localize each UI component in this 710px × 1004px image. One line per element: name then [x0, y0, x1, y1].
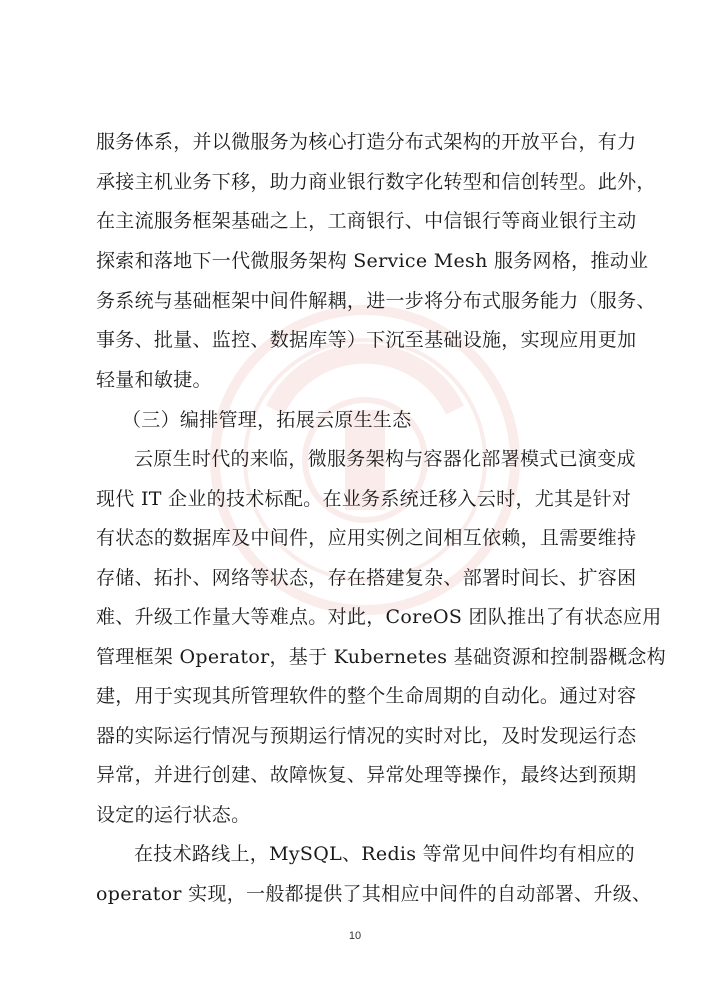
text-line: operator 实现，一般都提供了其相应中间件的自动部署、升级、 [96, 883, 652, 905]
text-line: 现代 IT 企业的技术标配。在业务系统迁移入云时，尤其是针对 [96, 488, 632, 510]
text-line: 异常，并进行创建、故障恢复、异常处理等操作，最终达到预期 [96, 764, 637, 786]
text-line: 管理框架 Operator，基于 Kubernetes 基础资源和控制器概念构 [96, 646, 666, 668]
text-line: 服务体系，并以微服务为核心打造分布式架构的开放平台，有力 [96, 131, 637, 153]
text-line: 有状态的数据库及中间件，应用实例之间相互依赖，且需要维持 [96, 527, 637, 549]
page-number: 10 [348, 930, 362, 942]
text-line: 事务、批量、监控、数据库等）下沉至基础设施，实现应用更加 [96, 329, 637, 351]
text-line: 务系统与基础框架中间件解耦，进一步将分布式服务能力（服务、 [96, 290, 656, 312]
section-heading: （三）编排管理，拓展云原生生态 [122, 409, 412, 431]
text-line: 承接主机业务下移，助力商业银行数字化转型和信创转型。此外， [96, 171, 656, 193]
text-line: 难、升级工作量大等难点。对此，CoreOS 团队推出了有状态应用 [96, 606, 662, 628]
text-line: 器的实际运行情况与预期运行情况的实时对比，及时发现运行态 [96, 725, 637, 747]
text-line: 探索和落地下一代微服务架构 Service Mesh 服务网格，推动业 [96, 250, 649, 272]
text-line: 设定的运行状态。 [96, 804, 251, 826]
text-line: 在主流服务框架基础之上，工商银行、中信银行等商业银行主动 [96, 210, 637, 232]
text-line: 轻量和敏捷。 [96, 369, 212, 391]
text-line: 存储、拓扑、网络等状态，存在搭建复杂、部署时间长、扩容困 [96, 567, 637, 589]
text-line: 在技术路线上，MySQL、Redis 等常见中间件均有相应的 [134, 843, 635, 865]
text-line: 云原生时代的来临，微服务架构与容器化部署模式已演变成 [134, 448, 636, 470]
text-line: 建，用于实现其所管理软件的整个生命周期的自动化。通过对容 [96, 685, 637, 707]
